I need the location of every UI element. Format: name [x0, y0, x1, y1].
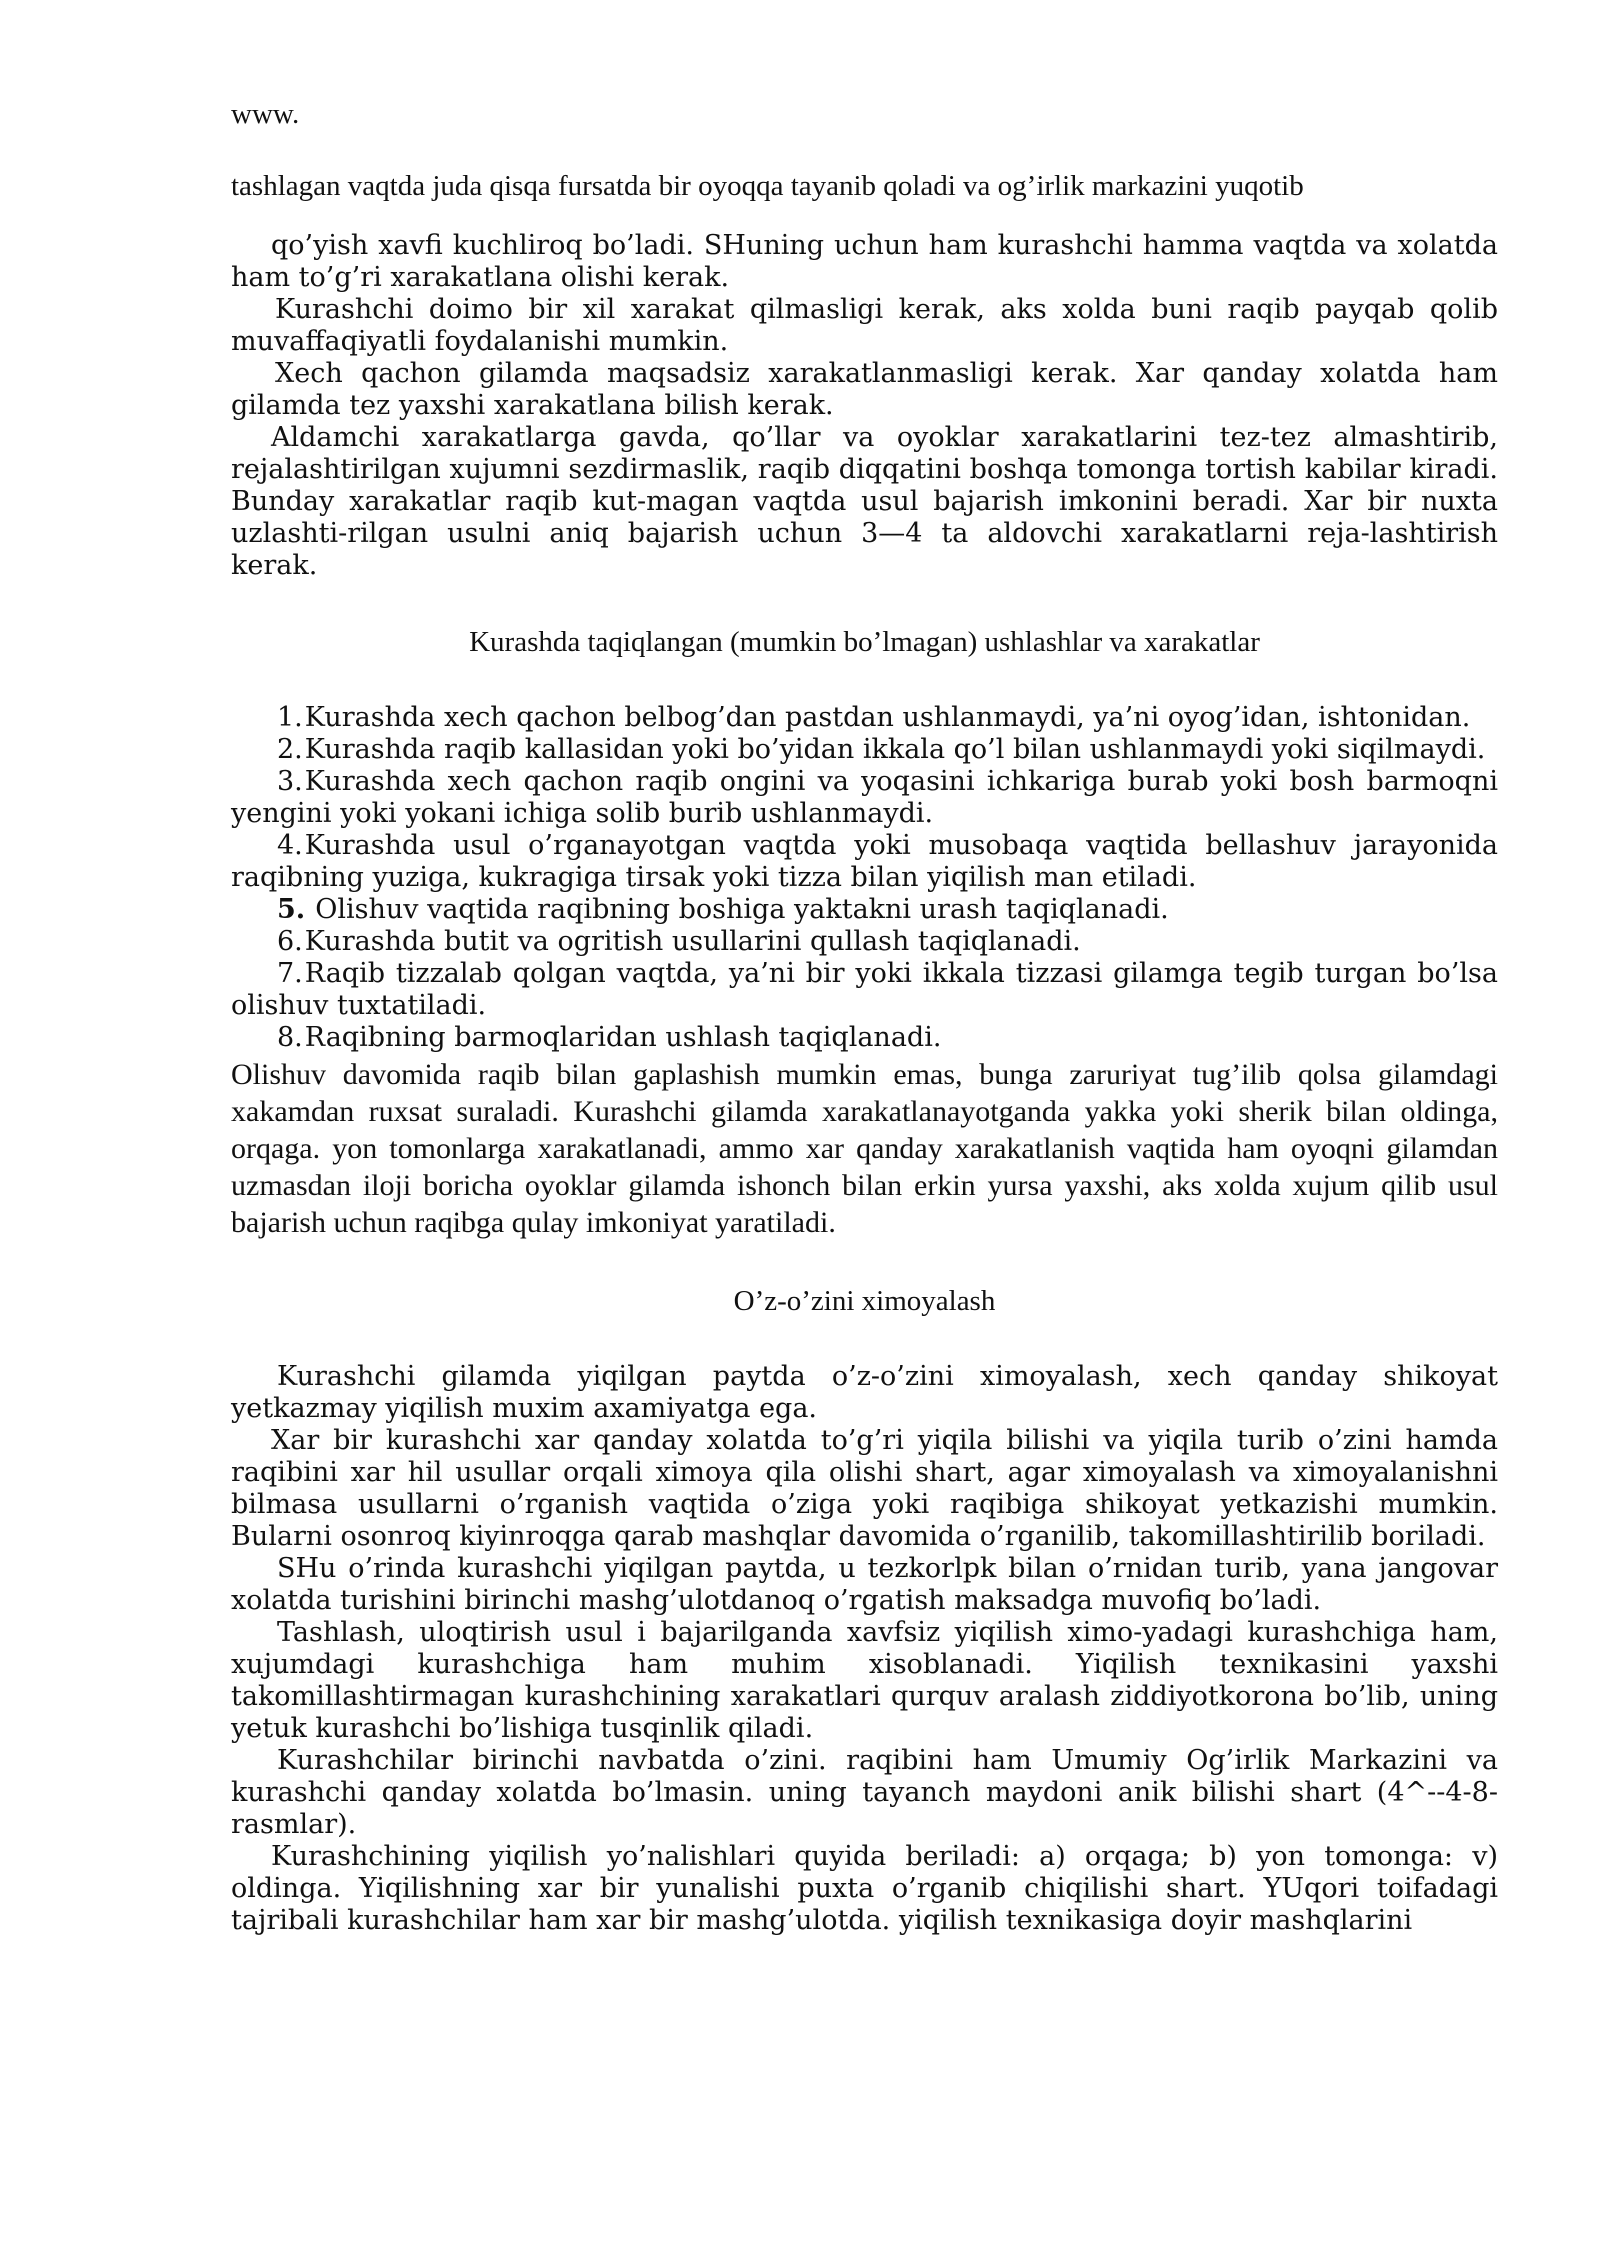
rule-text: Raqibning barmoqlaridan ushlash taqiqlanadi. [304, 1022, 942, 1053]
paragraph: Tashlash, uloqtirish usul i bajarilganda xavfsiz yiqilish ximo-yadagi kurashchiga ham, xujumdagi kurashchiga ham muhim xisoblanadi. Yiqilish texnikasini yaxshi takomillashtirmagan kurashchining xarakatlari qurquv aralash ziddiyotkorona bo’lib, uning yetuk kurashchi bo’lishiga tusqinlik qiladi. [231, 1617, 1498, 1744]
rule-item [231, 734, 1498, 766]
document-page [231, 96, 1498, 1937]
paragraph: qo’yish xavfi kuchliroq bo’ladi. SHuning uchun ham kurashchi hamma vaqtda va xolatda ham to’g’ri xarakatlana olishi kerak. [231, 230, 1498, 293]
intro-paragraph: tashlagan vaqtda juda qisqa fursatda bir oyoqqa tayanib qoladi va og’irlik markazini yuqotib [231, 170, 1304, 202]
paragraph: Kurashchining yiqilish yo’nalishlari quyida beriladi: a) orqaga; b) yon tomonga: v) oldinga. Yiqilishning xar bir yunalishi puxta o’rganib chiqilishi shart. YUqori toifadagi tajribali kurashchilar ham xar bir mashg’ulotda. yiqilish texnikasiga doyir mashqlarini [231, 1841, 1498, 1936]
rule-number: 2. [277, 734, 303, 765]
rule-number: 1. [277, 702, 303, 733]
rule-number: 5. [277, 894, 306, 925]
rule-text: Kurashda butit va ogritish usullarini qullash taqiqlanadi. [304, 926, 1081, 957]
paragraph: Aldamchi xarakatlarga gavda, qo’llar va oyoklar xarakatlarini tez-tez almashtirib, rejalashtirilgan xujumni sezdirmaslik, raqib diqqatini boshqa tomonga tortish kabilar kiradi. Bunday xarakatlar raqib kut-magan vaqtda usul bajarish imkonini beradi. Xar bir nuxta uzlashti-rilgan usulni aniq bajarish uchun 3—4 ta aldovchi xarakatlarni reja-lashtirish kerak. [231, 422, 1498, 581]
rule-number: 8. [277, 1022, 303, 1053]
rule-text: Kurashda raqib kallasidan yoki bo’yidan ikkala qo’l bilan ushlanmaydi yoki siqilmaydi. [304, 734, 1486, 765]
section-heading: Kurashda taqiqlangan (mumkin bo’lmagan) ushlashlar va xarakatlar [469, 626, 1260, 658]
rule-number: 6. [277, 926, 303, 957]
rule-text: Raqib tizzalab qolgan vaqtda, ya’ni bir yoki ikkala tizzasi gilamga tegib turgan bo’lsa olishuv tuxtatiladi. [231, 958, 1498, 1021]
closing-paragraph: Olishuv davomida raqib bilan gaplashish mumkin emas, bunga zaruriyat tug’ilib qolsa gilamdagi xakamdan ruxsat suraladi. Kurashchi gilamda xarakatlanayotganda yakka yoki sherik bilan oldinga, orqaga. yon tomonlarga xarakatlanadi, ammo xar qanday xarakatlanish vaqtida ham oyoqni gilamdan uzmasdan iloji boricha oyoklar gilamda ishonch bilan erkin yursa yaxshi, aks xolda xujum qilib usul bajarish uchun raqibga qulay imkoniyat yaratiladi. [231, 1058, 1498, 1239]
rule-number: 4. [277, 830, 303, 861]
page-header: www. [231, 98, 300, 130]
rule-item [231, 830, 1498, 894]
rule-text: Kurashda xech qachon belbog’dan pastdan ushlanmaydi, ya’ni oyog’idan, ishtonidan. [304, 702, 1471, 733]
rule-text: Olishuv vaqtida raqibning boshiga yaktakni urash taqiqlanadi. [315, 894, 1169, 925]
paragraph: Kurashchi doimo bir xil xarakat qilmasligi kerak, aks xolda buni raqib payqab qolib muvaffaqiyatli foydalanishi mumkin. [231, 294, 1498, 357]
rule-text: Kurashda usul o’rganayotgan vaqtda yoki musobaqa vaqtida bellashuv jarayonida raqibning yuziga, kukragiga tirsak yoki tizza bilan yiqilish man etiladi. [231, 830, 1498, 893]
paragraph: Xech qachon gilamda maqsadsiz xarakatlanmasligi kerak. Xar qanday xolatda ham gilamda tez yaxshi xarakatlana bilish kerak. [231, 358, 1498, 421]
paragraph: Xar bir kurashchi xar qanday xolatda to’g’ri yiqila bilishi va yiqila turib o’zini hamda raqibini xar hil usullar orqali ximoya qila olishi shart, agar ximoyalash va ximoyalanishni bilmasa usullarni o’rganish vaqtida o’ziga yoki raqibiga shikoyat yetkazishi mumkin. Bularni osonroq kiyinroqga qarab mashqlar davomida o’rganilib, takomillashtirilib boriladi. [231, 1425, 1498, 1552]
section-heading: O’z-o’zini ximoyalash [733, 1285, 996, 1317]
rule-item [231, 894, 1498, 926]
rule-number: 3. [277, 766, 303, 797]
rule-item [231, 702, 1498, 734]
rule-item [231, 926, 1498, 958]
paragraph: Kurashchilar birinchi navbatda o’zini. raqibini ham Umumiy Og’irlik Markazini va kurashchi qanday xolatda bo’lmasin. uning tayanch maydoni anik bilishi shart (4^--4-8-rasmlar). [231, 1745, 1498, 1840]
paragraph: SHu o’rinda kurashchi yiqilgan paytda, u tezkorlpk bilan o’rnidan turib, yana jangovar xolatda turishini birinchi mashg’ulotdanoq o’rgatish maksadga muvofiq bo’ladi. [231, 1553, 1498, 1616]
rule-text: Kurashda xech qachon raqib ongini va yoqasini ichkariga burab yoki bosh barmoqni yengini yoki yokani ichiga solib burib ushlanmaydi. [231, 766, 1498, 829]
rule-item [231, 766, 1498, 830]
rule-number: 7. [277, 958, 303, 989]
rule-item [231, 1022, 1498, 1054]
rule-item [231, 958, 1498, 1022]
paragraph: Kurashchi gilamda yiqilgan paytda o’z-o’zini ximoyalash, xech qanday shikoyat yetkazmay yiqilish muxim axamiyatga ega. [231, 1361, 1498, 1424]
